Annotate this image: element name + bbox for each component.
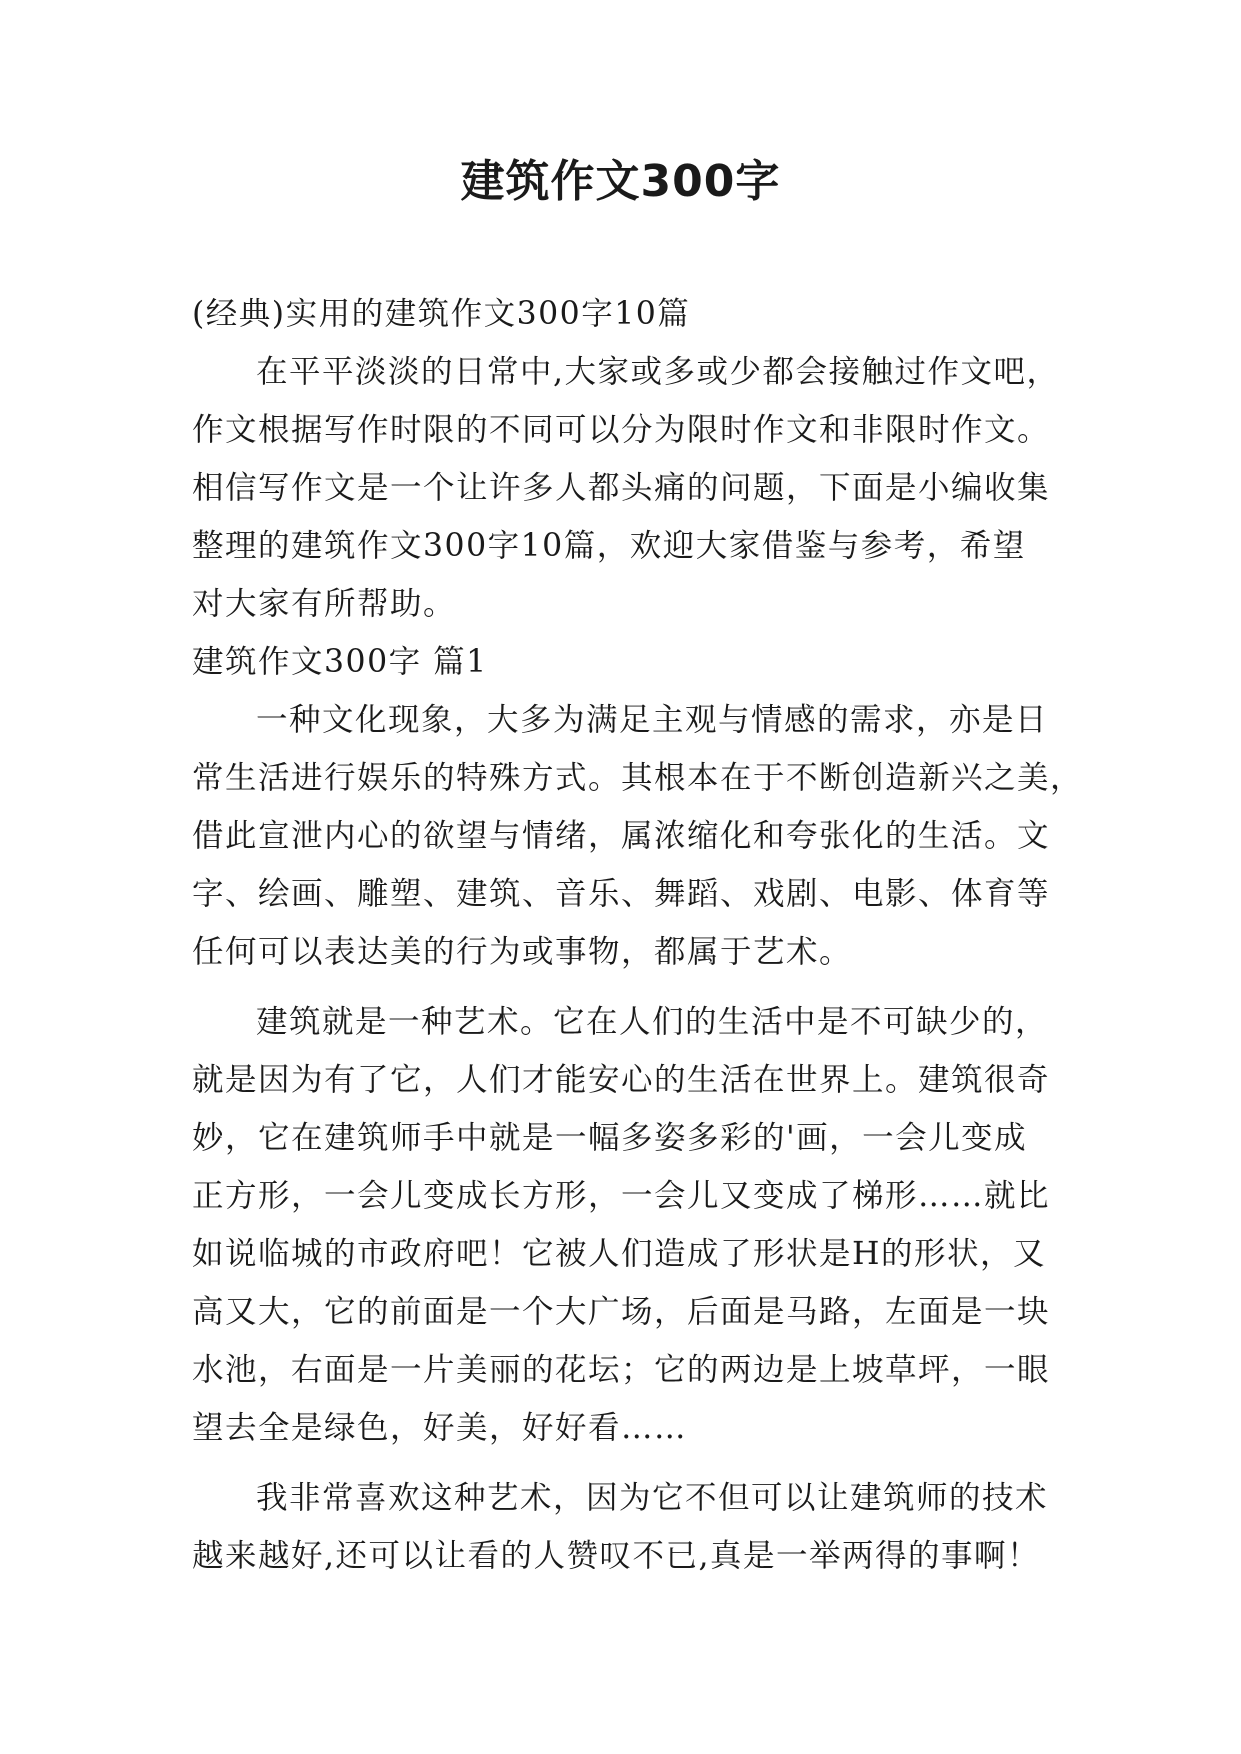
text-line: 一种文化现象，大多为满足主观与情感的需求，亦是日	[256, 702, 1049, 738]
text-line: 就是因为有了它，人们才能安心的生活在世界上。建筑很奇	[192, 1062, 1051, 1098]
text-line: 水池，右面是一片美丽的花坛；它的两边是上坡草坪，一眼	[192, 1352, 1051, 1388]
text-line: 作文根据写作时限的不同可以分为限时作文和非限时作文。	[192, 412, 1051, 448]
text-line: 越来越好,还可以让看的人赞叹不已,真是一举两得的事啊！	[192, 1538, 1041, 1574]
text-line: (经典)实用的建筑作文300字10篇	[192, 296, 691, 332]
text-line: 整理的建筑作文300字10篇，欢迎大家借鉴与参考，希望	[192, 528, 1026, 564]
text-line: 任何可以表达美的行为或事物，都属于艺术。	[192, 934, 853, 970]
text-line: 借此宣泄内心的欲望与情绪，属浓缩化和夸张化的生活。文	[192, 818, 1051, 854]
text-line: 高又大，它的前面是一个大广场，后面是马路，左面是一块	[192, 1294, 1051, 1330]
text-line: 对大家有所帮助。	[192, 586, 457, 622]
text-line: 望去全是绿色，好美，好好看……	[192, 1410, 688, 1446]
text-line: 如说临城的市政府吧！它被人们造成了形状是H的形状，又	[192, 1236, 1046, 1272]
text-line: 妙，它在建筑师手中就是一幅多姿多彩的'画，一会儿变成	[192, 1120, 1028, 1156]
text-line: 字、绘画、雕塑、建筑、音乐、舞蹈、戏剧、电影、体育等	[192, 876, 1051, 912]
text-line: 在平平淡淡的日常中,大家或多或少都会接触过作文吧，	[256, 354, 1060, 390]
text-line: 我非常喜欢这种艺术，因为它不但可以让建筑师的技术	[256, 1480, 1049, 1516]
text-line: 常生活进行娱乐的特殊方式。其根本在于不断创造新兴之美，	[192, 760, 1084, 796]
section-heading: 建筑作文300字 篇1	[192, 644, 488, 680]
document-body	[192, 285, 1084, 1585]
text-line: 相信写作文是一个让许多人都头痛的问题，下面是小编收集	[192, 470, 1051, 506]
text-line: 建筑就是一种艺术。它在人们的生活中是不可缺少的，	[256, 1004, 1049, 1040]
text-line: 正方形，一会儿变成长方形，一会儿又变成了梯形……就比	[192, 1178, 1051, 1214]
document-title: 建筑作文300字	[460, 156, 781, 207]
